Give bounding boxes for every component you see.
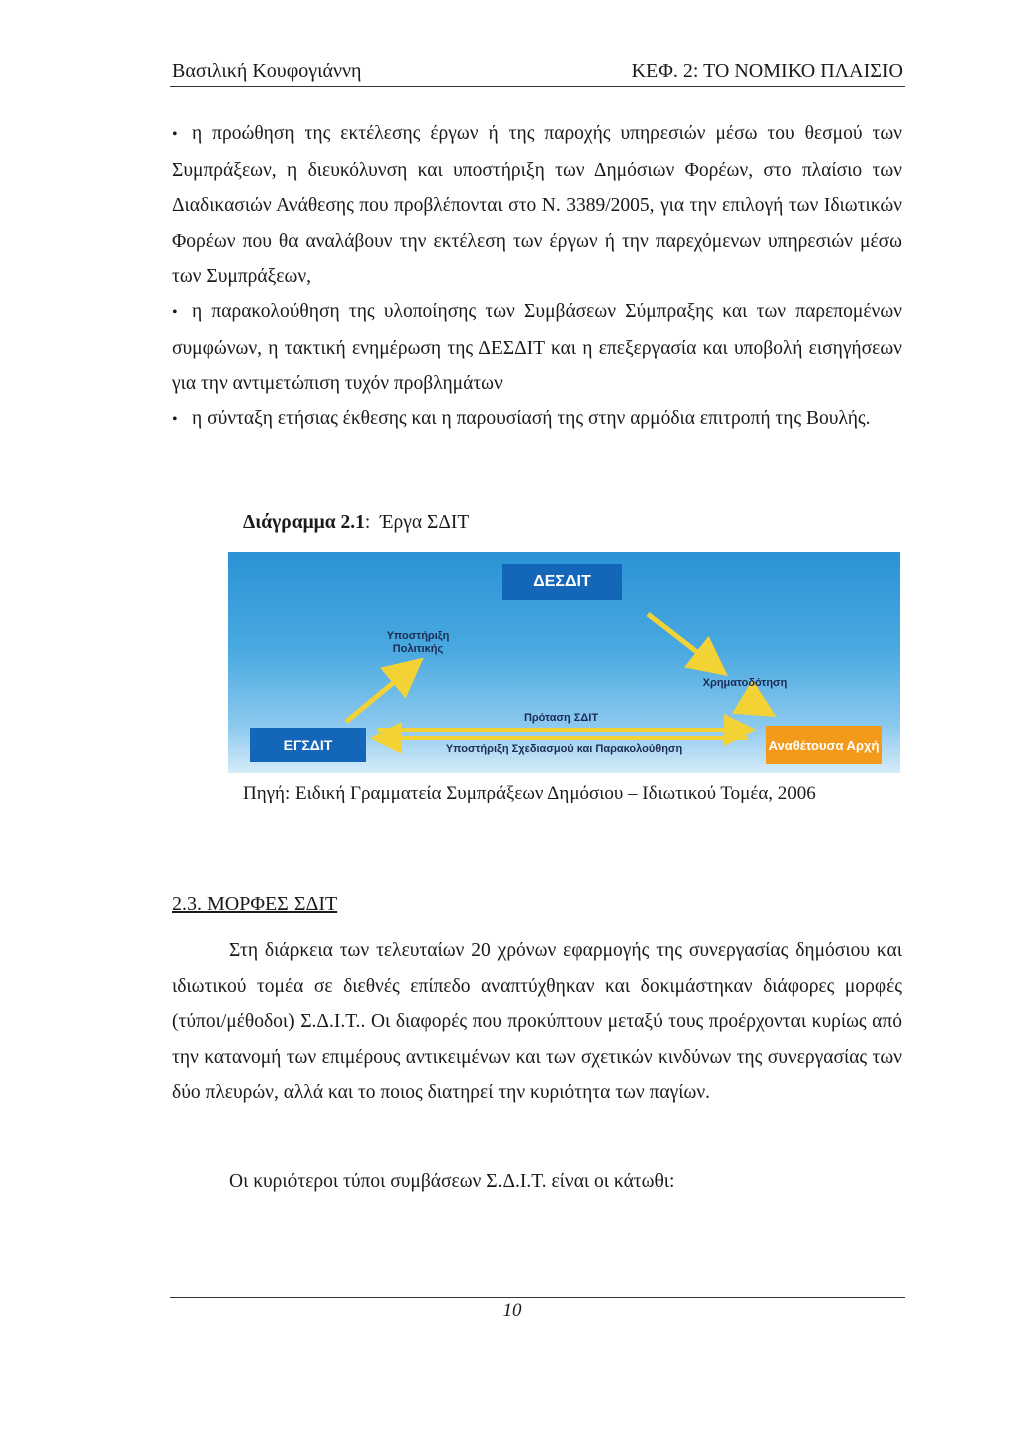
node-egsdit-label: ΕΓΣΔΙΤ (283, 737, 333, 753)
caption-text: Έργα ΣΔΙΤ (380, 512, 470, 533)
node-contracting-authority (766, 726, 882, 764)
paragraph-intro-list: Οι κυριότεροι τύποι συμβάσεων Σ.Δ.Ι.Τ. είναι οι κάτωθι: (229, 1171, 675, 1192)
label-proposal: Πρόταση ΣΔΙΤ (523, 712, 599, 724)
arrow-funding (648, 614, 720, 670)
node-contracting-authority-label: Αναθέτουσα Αρχή (768, 737, 880, 753)
bullet-dot: • (172, 304, 178, 321)
bullet-text: η σύνταξη ετήσιας έκθεσης και η παρουσίασή της στην αρμόδια επιτροπή της Βουλής. (192, 408, 871, 429)
bullet-item (172, 294, 902, 402)
section-title: 2.3. ΜΟΡΦΕΣ ΣΔΙΤ (172, 893, 338, 915)
header-author: Βασιλική Κουφογιάννη (172, 60, 362, 82)
footer-rule (170, 1297, 905, 1298)
label-planning-support: Υποστήριξη Σχεδιασμού και Παρακολούθηση (445, 743, 683, 755)
caption-label: Διάγραμμα 2.1 (243, 512, 365, 533)
bullet-item (172, 116, 902, 295)
bullet-dot: • (172, 126, 178, 143)
arrow-policy-support (346, 664, 416, 722)
figure-source: Πηγή: Ειδική Γραμματεία Συμπράξεων Δημόσιου – Ιδιωτικού Τομέα, 2006 (243, 783, 816, 804)
label-funding: Χρηματοδότηση (702, 677, 788, 689)
bullet-dot: • (172, 411, 178, 428)
node-desdit (502, 564, 622, 600)
paragraph-body: Στη διάρκεια των τελευταίων 20 χρόνων εφαρμογής της συνεργασίας δημόσιου και ιδιωτικού τομέα σε διεθνές επίπεδο αναπτύχθηκαν και δοκιμάστηκαν διάφορες μορφές (τύποι/μέθοδοι) Σ.Δ.Ι.Τ.. Οι διαφορές που προκύπτουν μεταξύ τους προέρχονται κυρίως από την κατανομή των επιμέρους αντικειμένων και των σχετικών κινδύνων της συνεργασίας των δύο πλευρών, αλλά και το ποιος διατηρεί την κυριότητα των παγίων. (172, 940, 902, 1104)
node-egsdit (250, 728, 366, 762)
figure-caption (243, 512, 469, 534)
header-chapter: ΚΕΦ. 2: ΤΟ ΝΟΜΙΚΟ ΠΛΑΙΣΙΟ (631, 60, 903, 82)
page-number: 10 (502, 1300, 522, 1321)
bullet-text: η προώθηση της εκτέλεσης έργων ή της παροχής υπηρεσιών μέσω του θεσμού των Συμπράξεων, η διευκόλυνση και υποστήριξη των Δημόσιων Φορέων, στο πλαίσιο των Διαδικασιών Ανάθεσης που προβλέπονται στο Ν. 3389/2005, για την επιλογή των Ιδιωτικών Φορέων που θα αναλάβουν την εκτέλεση των έργων ή την παρεχόμενων υπηρεσιών μέσω των Συμπράξεων, (172, 123, 902, 288)
node-desdit-label: ΔΕΣΔΙΤ (533, 573, 591, 590)
label-policy-support: Υποστήριξη Πολιτικής (386, 630, 450, 655)
bullet-item (172, 401, 902, 438)
arrow-funding-tip (748, 700, 768, 712)
bullet-text: η παρακολούθηση της υλοποίησης των Συμβάσεων Σύμπραξης και των παρεπομένων συμφώνων, η τακτική ενημέρωση της ΔΕΣΔΙΤ και η επεξεργασία και υποβολή εισηγήσεων για την αντιμετώπιση τυχόν προβλημάτων (172, 301, 902, 395)
page-header (170, 60, 905, 87)
caption-separator: : (364, 512, 371, 533)
sdit-diagram (228, 552, 900, 773)
